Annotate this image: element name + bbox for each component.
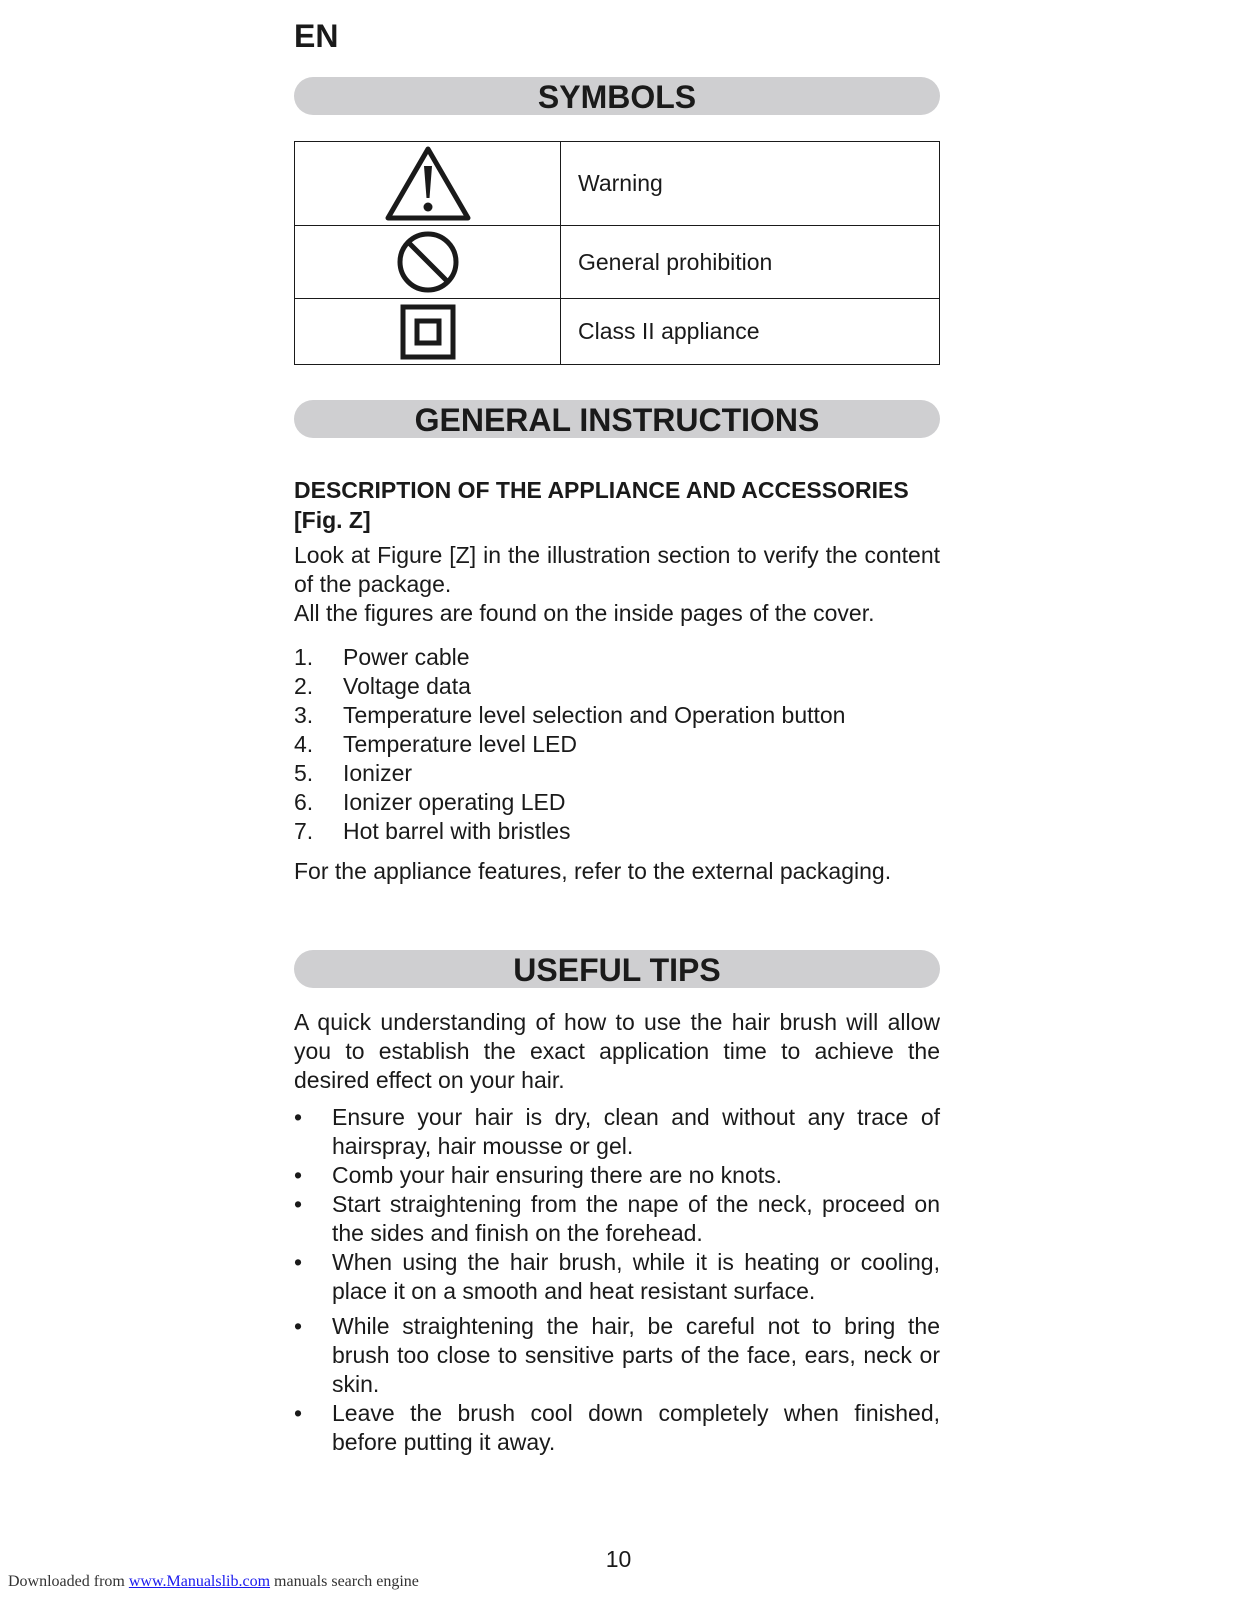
list-item: 7. Hot barrel with bristles	[294, 818, 571, 844]
list-item: 4. Temperature level LED	[294, 731, 577, 757]
symbol-label-prohibition: General prohibition	[578, 248, 773, 275]
language-code: EN	[294, 18, 339, 54]
tips-intro: A quick understanding of how to use the hair brush will allow you to establish the exact application time to achieve the desired effect on your hair.	[294, 1009, 940, 1093]
description-figures-note: All the figures are found on the inside pages of the cover.	[294, 600, 875, 626]
symbol-row-class-ii	[295, 299, 939, 364]
download-footer: Downloaded from www.Manualslib.com manuals search engine	[8, 1573, 419, 1590]
list-item: • Comb your hair ensuring there are no knots.	[294, 1162, 783, 1188]
parts-list	[294, 643, 940, 846]
symbol-row-prohibition	[295, 226, 939, 299]
page-number: 10	[605, 1546, 632, 1572]
list-item: • When using the hair brush, while it is heating or cooling, place it on a smooth and heat resistant surface.	[294, 1249, 940, 1304]
list-item: 3. Temperature level selection and Operation button	[294, 702, 846, 728]
warning-triangle-icon	[383, 144, 473, 224]
list-item: 6. Ionizer operating LED	[294, 789, 566, 815]
manualslib-link[interactable]: www.Manualslib.com	[128, 1573, 271, 1590]
symbol-row-warning	[295, 142, 939, 226]
list-item: • Start straightening from the nape of the neck, proceed on the sides and finish on the forehead.	[294, 1191, 940, 1246]
description-intro: Look at Figure [Z] in the illustration section to verify the content of the package.	[294, 542, 940, 597]
list-item: 2. Voltage data	[294, 673, 471, 699]
general-instructions-title: GENERAL INSTRUCTIONS	[294, 400, 940, 438]
list-item: 5. Ionizer	[294, 760, 413, 786]
list-item: • While straightening the hair, be careful not to bring the brush too close to sensitive parts of the face, ears, neck or skin.	[294, 1313, 940, 1397]
list-item: 1. Power cable	[294, 644, 470, 670]
tips-list	[294, 1103, 940, 1457]
symbols-table	[294, 141, 940, 365]
prohibition-icon	[395, 229, 461, 295]
list-item: • Leave the brush cool down completely when finished, before putting it away.	[294, 1400, 940, 1455]
description-subheading: DESCRIPTION OF THE APPLIANCE AND ACCESSORIES [Fig. Z]	[294, 477, 909, 533]
symbol-label-class-ii: Class II appliance	[578, 318, 760, 344]
useful-tips-title: USEFUL TIPS	[294, 950, 940, 988]
list-item: • Ensure your hair is dry, clean and without any trace of hairspray, hair mousse or gel.	[294, 1104, 940, 1159]
symbols-section-title: SYMBOLS	[294, 77, 940, 115]
features-note: For the appliance features, refer to the external packaging.	[294, 858, 892, 884]
symbol-label-warning: Warning	[578, 170, 663, 196]
class-ii-double-square-icon	[400, 304, 456, 360]
